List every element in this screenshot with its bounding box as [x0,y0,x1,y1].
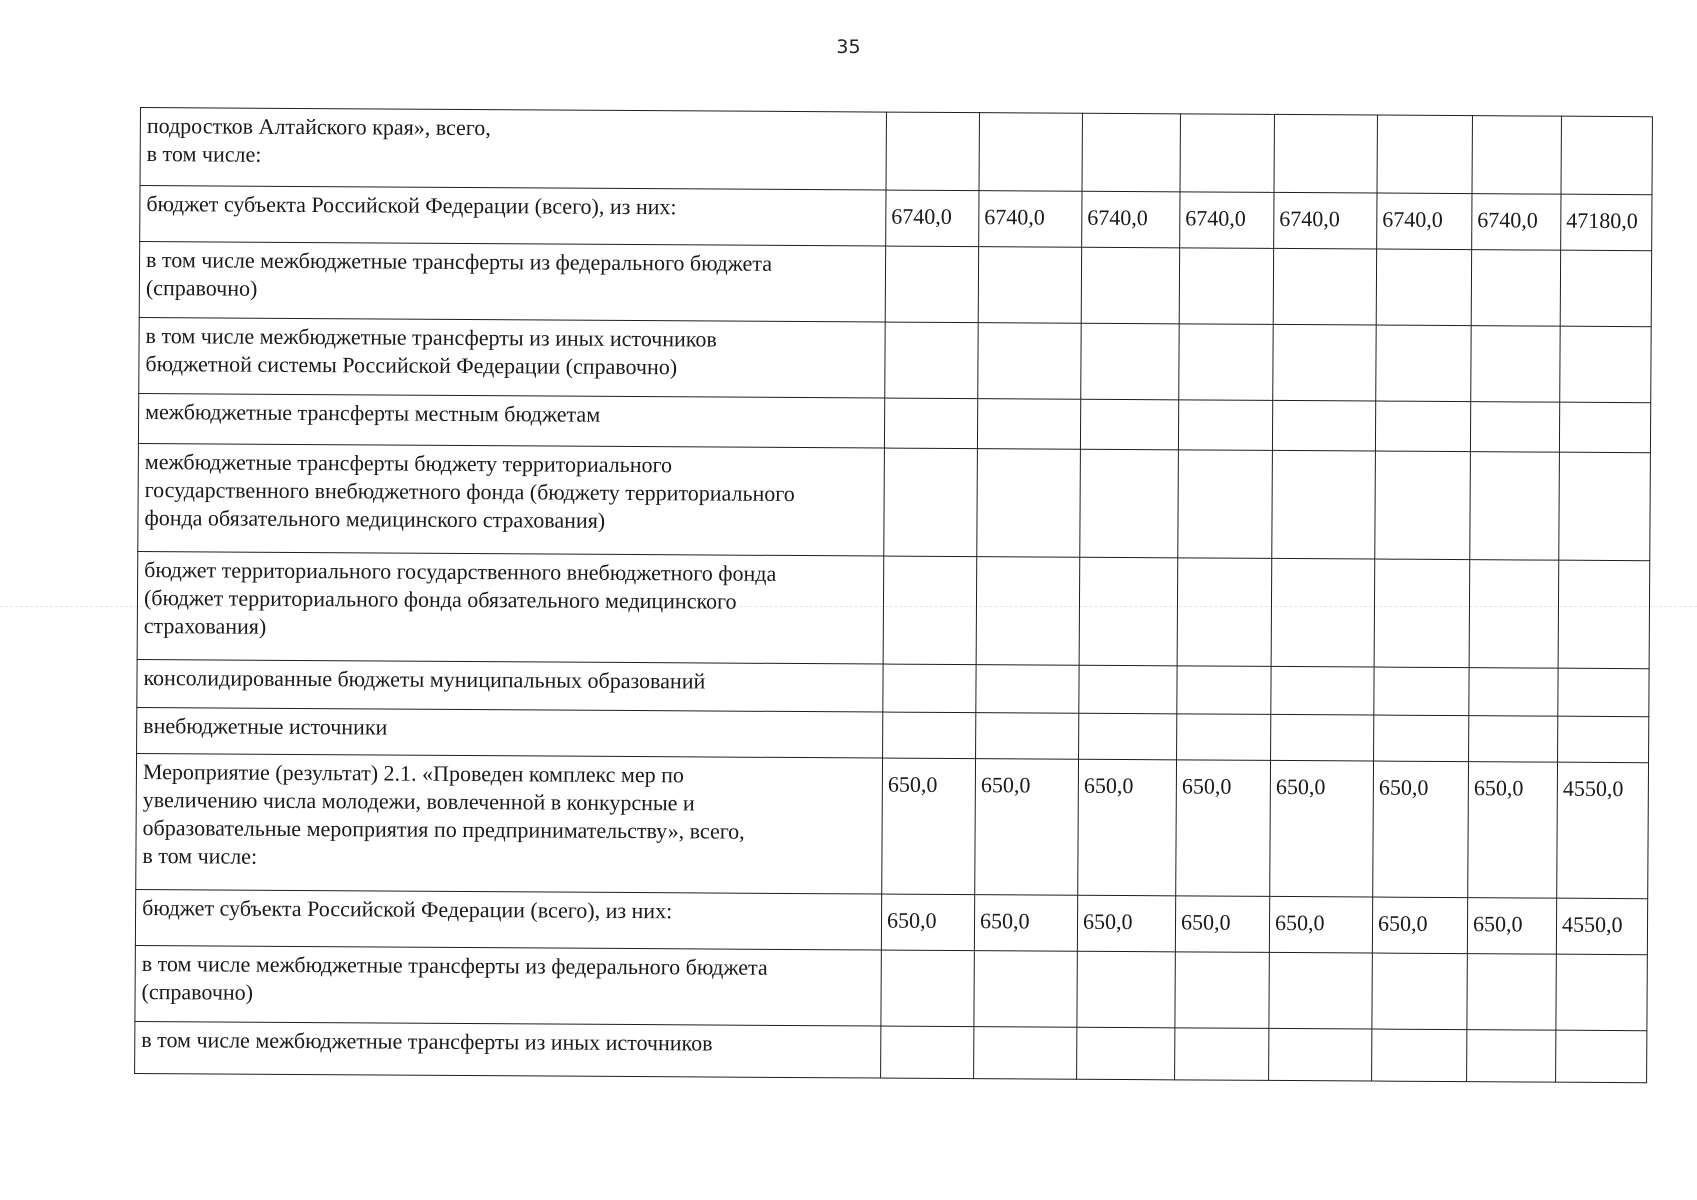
total-value-cell [1558,716,1649,763]
year-value-cell [1178,400,1272,451]
total-value-cell [1560,250,1651,327]
table-row [135,945,1647,1030]
year-value-cell: 650,0 [882,758,976,895]
year-value-cell [881,1026,974,1079]
year-value-cell [1269,1028,1372,1081]
year-value-cell [976,713,1079,760]
total-value-cell [1559,452,1651,561]
year-value-cell [976,557,1080,666]
total-value-cell: 47180,0 [1561,194,1652,251]
year-value-cell [1077,951,1175,1028]
year-value-cell: 6740,0 [1082,191,1180,248]
year-value-cell [1180,114,1274,193]
year-value-cell [1272,400,1375,451]
year-value-cell [884,398,977,449]
year-value-cell [1375,401,1470,452]
year-value-cell [883,664,976,713]
table-row [137,551,1650,668]
row-description: в том числе межбюджетные трансферты из иных источников [135,1021,881,1078]
table-row [139,242,1651,327]
year-value-cell [885,246,978,323]
year-value-cell [1079,665,1177,714]
year-value-cell [1376,249,1471,326]
year-value-cell [1177,558,1272,667]
year-value-cell [881,950,974,1027]
year-value-cell [1377,115,1472,194]
year-value-cell [1272,450,1376,559]
total-value-cell [1561,116,1652,195]
year-value-cell [1175,1028,1269,1081]
year-value-cell [1374,559,1470,668]
row-description: бюджет субъекта Российской Федерации (всего), из них: [135,889,881,950]
table-row [136,753,1649,898]
year-value-cell [1177,666,1271,715]
year-value-cell [883,712,976,759]
total-value-cell: 4550,0 [1556,898,1647,955]
year-value-cell: 650,0 [1077,895,1175,952]
year-value-cell [1471,250,1560,327]
year-value-cell [1079,713,1177,760]
table-row [135,889,1647,954]
table-body [135,108,1653,1083]
year-value-cell: 6740,0 [979,191,1082,248]
year-value-cell [977,399,1080,450]
year-value-cell [1372,1029,1467,1082]
year-value-cell [1469,668,1558,717]
row-description: в том числе межбюджетные трансферты из федерального бюджета (справочно) [139,242,885,323]
year-value-cell [1372,953,1467,1030]
total-value-cell [1558,560,1650,669]
year-value-cell [1467,1030,1556,1083]
year-value-cell [1080,449,1179,558]
year-value-cell [977,449,1081,558]
total-value-cell [1559,402,1650,453]
year-value-cell [978,323,1081,400]
year-value-cell [1177,714,1271,761]
year-value-cell [979,113,1082,192]
year-value-cell: 6740,0 [886,190,979,247]
row-description: в том числе межбюджетные трансферты из иных источников бюджетной системы Российской Федерации (справочно) [139,317,885,398]
year-value-cell [1079,557,1178,666]
year-value-cell [974,951,1077,1028]
total-value-cell [1558,668,1649,717]
year-value-cell [1082,113,1180,192]
year-value-cell [1179,248,1273,325]
year-value-cell [1374,667,1469,716]
year-value-cell [1269,952,1372,1029]
year-value-cell [1470,452,1560,561]
year-value-cell [1081,323,1179,400]
year-value-cell [883,556,977,665]
year-value-cell [1175,952,1269,1029]
year-value-cell [1469,560,1559,669]
total-value-cell [1560,326,1651,403]
table-row [140,186,1652,251]
year-value-cell [1077,1027,1175,1080]
year-value-cell [1470,402,1559,453]
row-description: межбюджетные трансферты местным бюджетам [138,393,884,448]
year-value-cell: 6740,0 [1472,194,1561,251]
year-value-cell: 650,0 [1176,760,1271,897]
year-value-cell: 650,0 [974,895,1077,952]
page-number: 35 [836,36,861,58]
total-value-cell [1556,1030,1647,1083]
table-row [135,1021,1647,1082]
year-value-cell: 650,0 [1078,759,1177,896]
year-value-cell [974,1027,1077,1080]
row-description: бюджет территориального государственного внебюджетного фонда (бюджет территориального фонда обязательного медицинского страхования) [137,551,884,664]
year-value-cell [884,448,978,557]
table-row [138,393,1650,452]
year-value-cell: 650,0 [975,759,1079,896]
year-value-cell [1467,954,1556,1031]
year-value-cell: 650,0 [1372,897,1467,954]
year-value-cell [978,247,1081,324]
year-value-cell [976,665,1079,714]
year-value-cell [1472,116,1561,195]
row-description: межбюджетные трансферты бюджету территориального государственного внебюджетного фонда (бюджету территориального фонда обязательного медицинского страхования) [138,443,885,556]
year-value-cell [1375,451,1471,560]
total-value-cell: 4550,0 [1557,762,1649,899]
row-description: Мероприятие (результат) 2.1. «Проведен комплекс мер по увеличению числа молодежи, вовлеченной в конкурсные и образовательные мероприятия по предпринимательству», всего, в том числе: [136,753,883,894]
row-description: в том числе межбюджетные трансферты из федерального бюджета (справочно) [135,945,881,1026]
year-value-cell [1469,716,1558,763]
row-description: внебюджетные источники [137,707,883,758]
year-value-cell: 650,0 [1270,760,1374,897]
table-row [139,317,1651,402]
year-value-cell [1274,114,1377,193]
table-row [140,108,1652,195]
year-value-cell: 650,0 [1468,762,1558,899]
year-value-cell: 650,0 [1467,898,1556,955]
year-value-cell [1271,714,1374,761]
year-value-cell: 650,0 [1269,896,1372,953]
year-value-cell [1178,450,1273,559]
year-value-cell [1271,558,1375,667]
year-value-cell [1179,324,1273,401]
table-row [138,443,1651,560]
year-value-cell: 650,0 [1373,761,1469,898]
year-value-cell: 6740,0 [1180,192,1274,249]
row-description: консолидированные бюджеты муниципальных образований [137,659,883,712]
year-value-cell [886,112,979,191]
year-value-cell: 6740,0 [1274,192,1377,249]
row-description: бюджет субъекта Российской Федерации (всего), из них: [140,186,886,247]
year-value-cell [1080,399,1178,450]
year-value-cell [885,322,978,399]
year-value-cell: 650,0 [1175,896,1269,953]
row-description: подростков Алтайского края», всего, в том числе: [140,108,886,191]
budget-table [134,107,1653,1083]
year-value-cell [1273,324,1376,401]
year-value-cell [1273,248,1376,325]
year-value-cell: 650,0 [881,894,974,951]
year-value-cell [1374,715,1469,762]
total-value-cell [1556,954,1647,1031]
year-value-cell [1271,666,1374,715]
year-value-cell: 6740,0 [1377,193,1472,250]
year-value-cell [1081,247,1179,324]
year-value-cell [1471,326,1560,403]
year-value-cell [1376,325,1471,402]
